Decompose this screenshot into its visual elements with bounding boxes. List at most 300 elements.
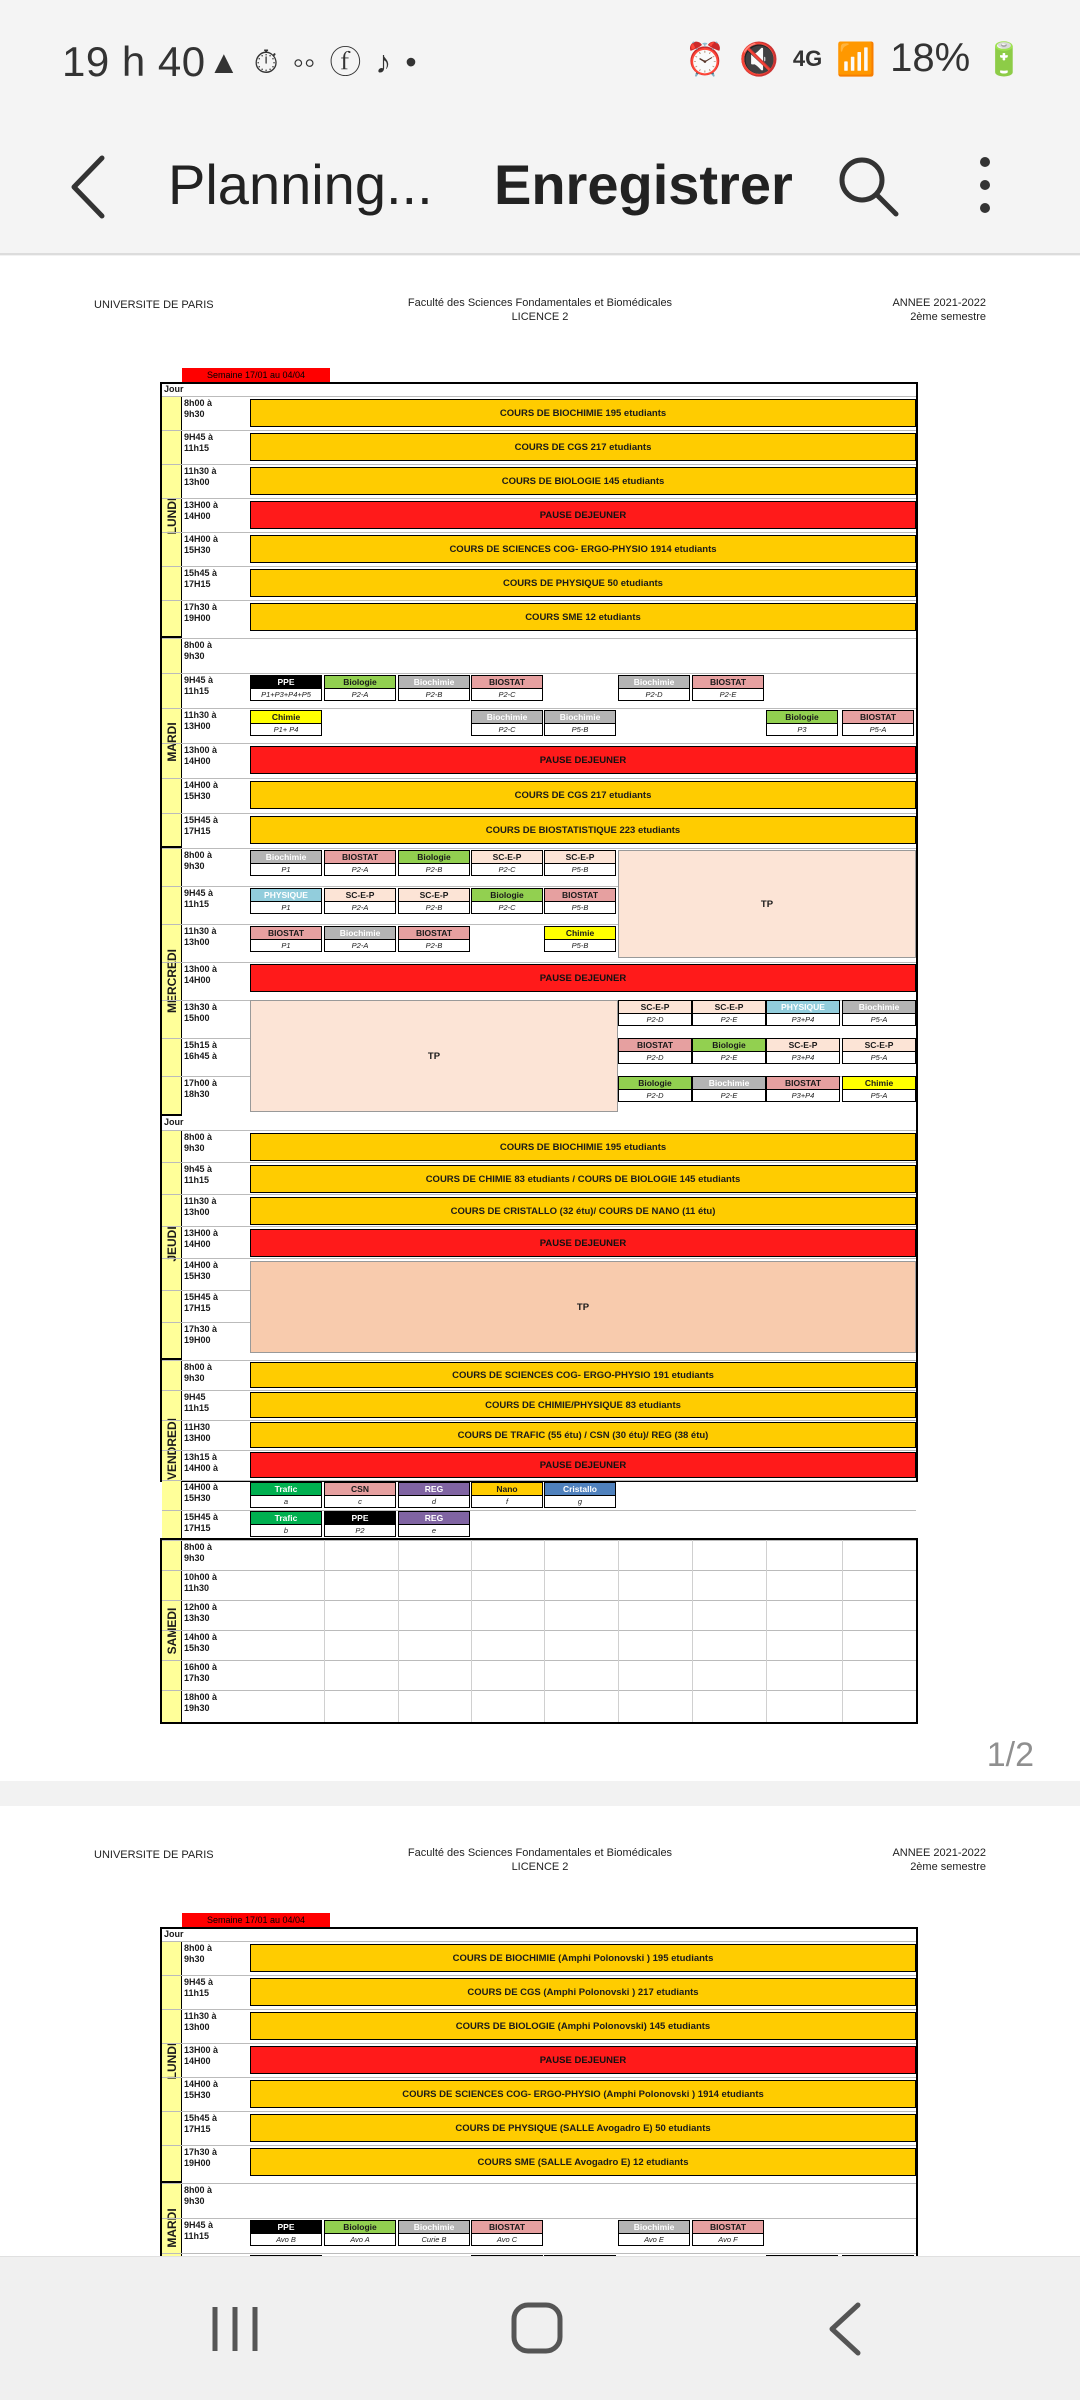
home-button[interactable] [492,2287,582,2371]
session-group: P5-B [571,941,589,950]
mer-r1-cell[interactable] [250,850,322,876]
session-group: P5-A [869,725,887,734]
ven-r5-cell[interactable] [324,1482,396,1508]
lundi-time-5: 15h45 à 17H15 [184,568,218,589]
vendredi-course-1[interactable]: COURS DE CHIMIE/PHYSIQUE 83 etudiants [250,1392,916,1418]
session-subject: PHYSIQUE [251,889,321,902]
vendredi-row-line [162,1450,916,1451]
pdf-page-2[interactable] [0,1806,1080,2256]
search-icon [834,148,904,223]
session-subject: SC-E-P [767,1039,839,1052]
samedi-row-line [162,1600,916,1601]
samedi-time-5: 18h00 à 19h30 [184,1692,218,1713]
faculty-name: Faculté des Sciences Fondamentales et Biomédicales [407,297,673,309]
p2-lundi-time-1: 9H45 à 11h15 [184,1977,214,1998]
mer-r3-cell[interactable] [250,926,322,952]
back-arrow-icon [800,2287,890,2371]
mardi-r2-cell[interactable] [324,675,396,701]
mercredi-time-5: 15h15 à 16h45 à [184,1040,218,1061]
p2-lundi-time-4: 14H00 à 15H30 [184,2079,219,2100]
mer-r2-cell[interactable] [544,888,616,914]
jeudi-time-1: 9h45 à 11h15 [184,1164,213,1185]
p2-mardi-r2-cell[interactable] [471,2220,543,2246]
lundi-time-3: 13H00 à 14H00 [184,500,219,521]
p2-row-line [162,2009,916,2010]
session-group: Avo A [350,2235,370,2244]
session-subject: SC-E-P [843,1039,915,1052]
session-subject: Biochimie [472,711,542,724]
vendredi-course-0[interactable]: COURS DE SCIENCES COG- ERGO-PHYSIO 191 etudiants [250,1362,916,1388]
ven-r6-cell[interactable] [398,1511,470,1537]
samedi-section [162,1540,916,1722]
mardi-row-line [162,708,916,709]
mercredi-time-2: 11h30 à 13h00 [184,926,217,947]
session-subject: PPE [251,676,321,689]
jeudi-tp[interactable]: TP [250,1261,916,1353]
mardi-r3-cell[interactable] [544,710,616,736]
samedi-row-line [162,1690,916,1691]
jeudi-time-3: 13H00 à 14H00 [184,1228,219,1249]
samedi-row-line [162,1540,916,1541]
session-group: P3+P4 [791,1015,815,1024]
p2-mardi-r2-cell[interactable] [398,2220,470,2246]
vendredi-time-3: 13h15 à 14H00 à [184,1452,219,1473]
p2-row-line [162,2145,916,2146]
year-header-p2 [892,1846,986,1874]
week-label-p2: Semaine 17/01 au 04/04 [182,1913,330,1927]
lundi-section [162,396,916,638]
more-options-button[interactable] [960,148,1010,223]
session-group: P2-E [720,1091,738,1100]
jeudi-section [162,1130,916,1360]
session-subject: BIOSTAT [545,889,615,902]
p2-mardi-time-1: 9H45 à 11h15 [184,2220,214,2241]
samedi-row-line [162,1660,916,1661]
mardi-row-line [162,743,916,744]
mercredi-row-line [162,848,916,849]
day-mardi-p2: MARDI [162,2183,182,2273]
mardi-r2-cell[interactable] [471,675,543,701]
university-name: UNIVERSITE DE PARIS [94,299,214,311]
samedi-row-line [162,1630,916,1631]
grid-line [618,1540,619,1722]
p2-lundi-course-5[interactable]: COURS DE PHYSIQUE (SALLE Avogadro E) 50 etudiants [250,2114,916,2142]
p2-mardi-r2-cell[interactable] [618,2220,690,2246]
mardi-r2-cell[interactable] [398,675,470,701]
mardi-r3-cell[interactable] [766,710,838,736]
p2-lundi-course-1[interactable]: COURS DE CGS (Amphi Polonovski ) 217 etudiants [250,1978,916,2006]
p2-row-line [162,2111,916,2112]
p2-mardi-time-0: 8h00 à 9h30 [184,2185,213,2206]
mer-r1-cell[interactable] [398,850,470,876]
status-time: 19 h 40 [62,38,206,85]
jeudi-course-0[interactable]: COURS DE BIOCHIMIE 195 etudiants [250,1133,916,1161]
session-subject: Biochimie [399,676,469,689]
session-subject: SC-E-P [693,1001,765,1014]
lundi-row-line [162,430,916,431]
p2-row-line [162,2077,916,2078]
mardi-row-line [162,813,916,814]
lundi-course-6[interactable]: COURS SME 12 etudiants [250,603,916,631]
lundi-time-1: 9H45 à 11h15 [184,432,214,453]
home-icon [492,2287,582,2371]
session-group: P5-B [571,725,589,734]
jeudi-row-line [162,1130,916,1131]
session-subject: Chimie [843,1077,915,1090]
session-subject: SC-E-P [545,851,615,864]
vendredi-time-0: 8h00 à 9h30 [184,1362,213,1383]
system-back-button[interactable] [800,2287,890,2371]
jeudi-course-2[interactable]: COURS DE CRISTALLO (32 étu)/ COURS DE NANO (11 étu) [250,1197,916,1225]
session-group: P2-D [646,1053,664,1062]
session-group: P2-C [498,725,516,734]
session-group: Avo B [276,2235,296,2244]
p2-lundi-course-0[interactable]: COURS DE BIOCHIMIE (Amphi Polonovski ) 195 etudiants [250,1944,916,1972]
day-mardi: MARDI [162,638,182,848]
vendredi-row-line [162,1420,916,1421]
session-subject: Chimie [251,711,321,724]
session-subject: PPE [251,2221,321,2234]
p2-lundi-course-2[interactable]: COURS DE BIOLOGIE (Amphi Polonovski) 145 etudiants [250,2012,916,2040]
mer-pm3-cell[interactable] [842,1076,916,1102]
session-subject: SC-E-P [472,851,542,864]
lundi-row-line [162,566,916,567]
p2-lundi-course-3[interactable]: PAUSE DEJEUNER [250,2046,916,2074]
p2-lundi-time-3: 13H00 à 14H00 [184,2045,219,2066]
ven-r5-cell[interactable] [544,1482,616,1508]
mardi-pause[interactable]: PAUSE DEJEUNER [250,746,916,774]
p2-row-line [162,2218,916,2219]
jeudi-row-line [162,1226,916,1227]
mer-r2-cell[interactable] [471,888,543,914]
jeudi-time-4: 14H00 à 15H30 [184,1260,219,1281]
mercredi-time-6: 17h00 à 18h30 [184,1078,218,1099]
mercredi-time-3: 13h00 à 14H00 [184,964,218,985]
session-subject: Biochimie [693,1077,765,1090]
ven-r5-cell[interactable] [250,1482,322,1508]
session-subject: REG [399,1483,469,1496]
semester: 2ème semestre [910,311,986,323]
session-subject: SC-E-P [619,1001,691,1014]
session-subject: REG [399,1512,469,1525]
mer-r1-cell[interactable] [544,850,616,876]
session-subject: Biochimie [325,927,395,940]
jeudi-time-0: 8h00 à 9h30 [184,1132,213,1153]
session-group: Avo E [644,2235,664,2244]
mardi-time-3: 13h00 à 14H00 [184,745,218,766]
vendredi-pause[interactable]: PAUSE DEJEUNER [250,1452,916,1478]
more-vertical-icon [960,148,1010,223]
p2-mardi-r2-cell[interactable] [692,2220,764,2246]
mardi-r3-cell[interactable] [471,710,543,736]
session-group: P2-B [425,865,443,874]
session-group: P2-E [720,1053,738,1062]
lundi-row-line [162,396,916,397]
session-group: P2-D [646,1091,664,1100]
session-group: P1 [281,941,291,950]
lundi-row-line [162,600,916,601]
session-group: P2-A [351,903,369,912]
session-group: P2-E [720,1015,738,1024]
session-group: P3+P4 [791,1053,815,1062]
session-group: P2-D [645,690,663,699]
vendredi-course-2[interactable]: COURS DE TRAFIC (55 étu) / CSN (30 étu)/ REG (38 étu) [250,1422,916,1448]
mer-pm2-cell[interactable] [842,1038,916,1064]
session-subject: Trafic [251,1483,321,1496]
session-subject: Biochimie [843,1001,915,1014]
session-group: Curie B [421,2235,447,2244]
timer-icon: ⏱ [253,44,279,80]
mardi-r3-cell[interactable] [842,710,914,736]
day-vendredi: VENDREDI [162,1360,182,1540]
lundi-course-0[interactable]: COURS DE BIOCHIMIE 195 etudiants [250,399,916,427]
mer-r2-cell[interactable] [324,888,396,914]
session-group: P2-A [351,865,369,874]
session-group: d [431,1497,437,1506]
mer-pm2-cell[interactable] [766,1038,840,1064]
recent-apps-icon [190,2287,280,2371]
level-name: LICENCE 2 [511,311,569,323]
mercredi-pause[interactable]: PAUSE DEJEUNER [250,964,916,992]
lundi-row-line [162,464,916,465]
session-group: P2-B [425,941,443,950]
p2-lundi-course-4[interactable]: COURS DE SCIENCES COG- ERGO-PHYSIO (Amphi Polonovski ) 1914 etudiants [250,2080,916,2108]
session-subject: CSN [325,1483,395,1496]
session-group: g [577,1497,583,1506]
p2-lundi-course-6[interactable]: COURS SME (SALLE Avogadro E) 12 etudiants [250,2148,916,2176]
faculty-name-p2: Faculté des Sciences Fondamentales et Biomédicales [407,1847,673,1859]
session-subject: Biologie [693,1039,765,1052]
semester-p2: 2ème semestre [910,1861,986,1873]
jour-header-2: Jour [164,1117,184,1127]
faculty-header-p2 [350,1846,730,1874]
ven-r6-cell[interactable] [250,1511,322,1537]
mardi-row-line [162,673,916,674]
samedi-time-3: 14h00 à 15h30 [184,1632,218,1653]
university-name-p2: UNIVERSITE DE PARIS [94,1849,214,1861]
pdf-page-1[interactable] [0,256,1080,1781]
ven-r5-cell[interactable] [398,1482,470,1508]
mardi-time-0: 8h00 à 9h30 [184,640,213,661]
session-subject: Biologie [399,851,469,864]
back-button[interactable] [60,150,120,225]
session-subject: BIOSTAT [843,711,913,724]
samedi-time-4: 16h00 à 17h30 [184,1662,218,1683]
p2-row-line [162,2183,916,2184]
session-subject: Biologie [325,2221,395,2234]
year-header [892,296,986,324]
lundi-course-1[interactable]: COURS DE CGS 217 etudiants [250,433,916,461]
mardi-time-4: 14H00 à 15H30 [184,780,219,801]
mer-pm3-cell[interactable] [766,1076,840,1102]
mer-r3-cell[interactable] [324,926,396,952]
mercredi-tp-afternoon[interactable]: TP [250,1000,618,1112]
jeudi-row-line [162,1194,916,1195]
session-group: P3+P4 [791,1091,815,1100]
p2-lundi-time-5: 15h45 à 17H15 [184,2113,218,2134]
session-group: P2-A [351,941,369,950]
mer-pm1-cell[interactable] [692,1000,766,1026]
session-subject: Biochimie [399,2221,469,2234]
day-jeudi: JEUDI [162,1130,182,1360]
mer-r1-cell[interactable] [471,850,543,876]
session-subject: SC-E-P [325,889,395,902]
mercredi-section [162,848,916,1116]
mer-pm2-cell[interactable] [692,1038,766,1064]
mercredi-row-line [162,962,916,963]
ven-r5-cell[interactable] [471,1482,543,1508]
schedule-table [160,382,918,1535]
p2-row-line [162,2253,916,2254]
mardi-r2-cell[interactable] [250,675,322,701]
p2-mardi-r2-cell[interactable] [324,2220,396,2246]
mer-pm1-cell[interactable] [766,1000,840,1026]
grid-line [324,1540,325,1722]
mer-r1-cell[interactable] [324,850,396,876]
session-subject: BIOSTAT [767,1077,839,1090]
mer-r3-cell[interactable] [398,926,470,952]
vendredi-time-1: 9H45 11h15 [184,1392,210,1413]
session-group: a [283,1497,289,1506]
p2-lundi-time-2: 11h30 à 13h00 [184,2011,217,2032]
session-subject: BIOSTAT [693,676,763,689]
page2-section [162,1941,916,2271]
lundi-time-6: 17h30 à 19H00 [184,602,218,623]
session-group: P5-A [870,1015,888,1024]
warning-icon: ▲ [208,44,240,80]
mercredi-tp-morning[interactable]: TP [618,850,916,958]
vendredi-row-line [162,1390,916,1391]
p2-mardi-r2-cell[interactable] [250,2220,322,2246]
more-notifications-icon: • [405,44,417,80]
search-button[interactable] [834,148,904,223]
schedule-table-saturday [160,1538,918,1724]
schedule-table-p2 [160,1927,918,2267]
mer-r2-cell[interactable] [250,888,322,914]
session-subject: Trafic [251,1512,321,1525]
mer-pm3-cell[interactable] [692,1076,766,1102]
session-subject: Biologie [472,889,542,902]
vendredi-row-line [162,1360,916,1361]
lundi-course-5[interactable]: COURS DE PHYSIQUE 50 etudiants [250,569,916,597]
session-group: b [283,1526,289,1535]
session-subject: BIOSTAT [399,927,469,940]
mercredi-time-0: 8h00 à 9h30 [184,850,213,871]
battery-icon: 🔋 [984,40,1024,77]
grid-line [842,1540,843,1722]
vendredi-section [162,1360,916,1540]
session-group: P1+ P4 [273,725,299,734]
lundi-row-line [162,532,916,533]
p2-row-line [162,1975,916,1976]
session-group: P1 [281,865,291,874]
grid-line [766,1540,767,1722]
mer-pm1-cell[interactable] [618,1000,692,1026]
recent-apps-button[interactable] [190,2287,280,2371]
jeudi-pause[interactable]: PAUSE DEJEUNER [250,1229,916,1257]
mardi-course-cgs[interactable]: COURS DE CGS 217 etudiants [250,781,916,809]
session-group: P2-B [425,690,443,699]
lundi-course-4[interactable]: COURS DE SCIENCES COG- ERGO-PHYSIO 1914 etudiants [250,535,916,563]
jour-header: Jour [164,384,184,394]
facebook-icon: ⓕ [329,44,362,80]
session-subject: Biologie [325,676,395,689]
session-subject: Nano [472,1483,542,1496]
session-group: P2-C [498,690,516,699]
jour-header-p2: Jour [164,1929,184,1939]
p2-row-line [162,1941,916,1942]
mardi-course-biostat[interactable]: COURS DE BIOSTATISTIQUE 223 etudiants [250,816,916,844]
app-bar [0,120,1080,255]
session-group: f [505,1497,509,1506]
session-group: P3 [797,725,807,734]
jeudi-time-5: 15H45 à 17H15 [184,1292,219,1313]
samedi-time-0: 8h00 à 9h30 [184,1542,213,1563]
mardi-time-2: 11h30 à 13H00 [184,710,217,731]
save-button[interactable]: Enregistrer [494,153,793,216]
session-group: P2-C [498,865,516,874]
mardi-row-line [162,778,916,779]
mardi-r2-cell[interactable] [692,675,764,701]
session-subject: BIOSTAT [619,1039,691,1052]
battery-level: 18% [890,36,971,80]
mer-r2-cell[interactable] [398,888,470,914]
ven-r6-cell[interactable] [324,1511,396,1537]
lundi-time-4: 14H00 à 15H30 [184,534,219,555]
grid-line [692,1540,693,1722]
mute-icon: 🔇 [739,40,779,77]
voicemail-icon: ◦◦ [292,44,316,80]
session-group: P5-B [571,865,589,874]
status-bar [0,0,1080,120]
mardi-time-1: 9H45 à 11h15 [184,675,214,696]
session-subject: Biologie [619,1077,691,1090]
mardi-r3-cell[interactable] [250,710,322,736]
session-group: e [431,1526,437,1535]
session-subject: PHYSIQUE [767,1001,839,1014]
lundi-course-3[interactable]: PAUSE DEJEUNER [250,501,916,529]
level-name-p2: LICENCE 2 [511,1861,569,1873]
grid-line [544,1540,545,1722]
session-subject: BIOSTAT [472,2221,542,2234]
document-title: Planning... [168,153,433,216]
mardi-row-line [162,638,916,639]
session-subject: PPE [325,1512,395,1525]
jeudi-time-6: 17h30 à 19H00 [184,1324,218,1345]
week-label: Semaine 17/01 au 04/04 [182,368,330,382]
lundi-course-2[interactable]: COURS DE BIOLOGIE 145 etudiants [250,467,916,495]
session-subject: BIOSTAT [693,2221,763,2234]
jeudi-course-1[interactable]: COURS DE CHIMIE 83 etudiants / COURS DE BIOLOGIE 145 etudiants [250,1165,916,1193]
session-subject: Cristallo [545,1483,615,1496]
academic-year: ANNEE 2021-2022 [892,297,986,309]
session-group: P2-A [351,690,369,699]
grid-line [398,1540,399,1722]
academic-year-p2: ANNEE 2021-2022 [892,1847,986,1859]
day-mercredi: MERCREDI [162,848,182,1116]
jeudi-row-line [162,1162,916,1163]
mer-pm3-cell[interactable] [618,1076,692,1102]
session-subject: Chimie [545,927,615,940]
vendredi-time-2: 11H30 13H00 [184,1422,211,1443]
vendredi-row-line [162,1480,916,1481]
mer-pm1-cell[interactable] [842,1000,916,1026]
session-subject: SC-E-P [399,889,469,902]
mardi-r2-cell[interactable] [618,675,690,701]
mer-r3-cell[interactable] [544,926,616,952]
notification-icons [208,44,417,80]
mer-pm2-cell[interactable] [618,1038,692,1064]
